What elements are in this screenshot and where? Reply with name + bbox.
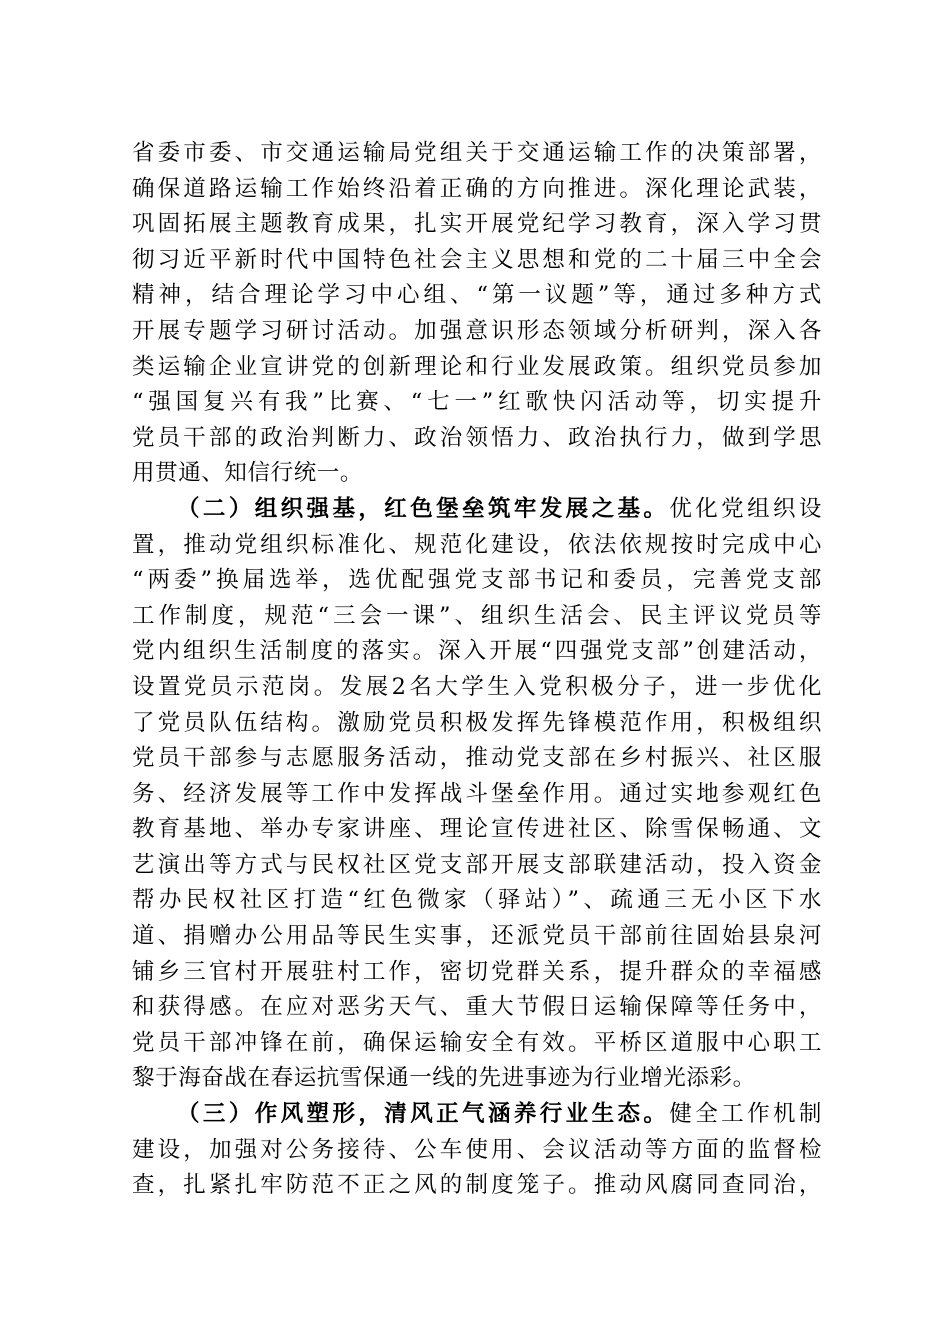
- text-line: “强国复兴有我”比赛、“七一”红歌快闪活动等，切实提升: [132, 389, 822, 416]
- text-fragment: 优化党组织设: [669, 495, 822, 522]
- text-line: 党员干部冲锋在前，确保运输安全有效。平桥区道服中心职工: [132, 1029, 822, 1056]
- section-heading: （二）组织强基，红色堡垒筑牢发展之基。: [177, 495, 670, 522]
- text-line: 精神，结合理论学习中心组、“第一议题”等，通过多种方式: [132, 282, 822, 309]
- text-line: 省委市委、市交通运输局党组关于交通运输工作的决策部署，: [132, 140, 822, 166]
- text-line: 道、捐赠办公用品等民生实事，还派党员干部前往固始县泉河: [132, 923, 822, 950]
- text-line: 党员干部的政治判断力、政治领悟力、政治执行力，做到学思: [132, 424, 822, 451]
- text-line: 巩固拓展主题教育成果，扎实开展党纪学习教育，深入学习贯: [132, 211, 822, 238]
- document-body: [132, 136, 822, 1204]
- text-line: 用贯通、知信行统一。: [132, 460, 364, 487]
- text-line: 黎于海奋战在春运抗雪保通一线的先进事迹为行业增光添彩。: [132, 1065, 756, 1092]
- text-line: 建设，加强对公务接待、公车使用、会议活动等方面的监督检: [132, 1136, 822, 1163]
- text-line: 类运输企业宣讲党的创新理论和行业发展政策。组织党员参加: [132, 353, 822, 380]
- text-line: 帮办民权社区打造“红色微家（驿站）”、疏通三无小区下水: [132, 887, 822, 914]
- text-line: 查，扎紧扎牢防范不正之风的制度笼子。推动风腐同查同治，: [132, 1172, 822, 1199]
- paragraph-first-line: [132, 492, 822, 528]
- text-line: 党员干部参与志愿服务活动，推动党支部在乡村振兴、社区服: [132, 745, 822, 772]
- text-line: 确保道路运输工作始终沿着正确的方向推进。深化理论武装，: [132, 175, 822, 202]
- section-heading: （三）作风塑形，清风正气涵养行业生态。: [177, 1101, 670, 1128]
- text-fragment: 健全工作机制: [669, 1101, 822, 1128]
- text-line: “两委”换届选举，选优配强党支部书记和委员，完善党支部: [132, 567, 822, 594]
- text-line: 开展专题学习研讨活动。加强意识形态领域分析研判，深入各: [132, 317, 822, 344]
- text-line: 党内组织生活制度的落实。深入开展“四强党支部”创建活动，: [132, 638, 822, 665]
- paragraph-theory: [132, 136, 822, 492]
- text-line: 艺演出等方式与民权社区党支部开展支部联建活动，投入资金: [132, 851, 822, 878]
- text-line: 教育基地、举办专家讲座、理论宣传进社区、除雪保畅通、文: [132, 816, 822, 843]
- text-line: 设置党员示范岗。发展2名大学生入党积极分子，进一步优化: [132, 673, 822, 700]
- text-line: 铺乡三官村开展驻村工作，密切党群关系，提升群众的幸福感: [132, 958, 822, 985]
- text-line: 工作制度，规范“三会一课”、组织生活会、民主评议党员等: [132, 602, 822, 629]
- text-line: 了党员队伍结构。激励党员积极发挥先锋模范作用，积极组织: [132, 709, 822, 736]
- text-line: 置，推动党组织标准化、规范化建设，依法依规按时完成中心: [132, 531, 822, 558]
- paragraph-conduct: [132, 1097, 822, 1204]
- text-line: 和获得感。在应对恶劣天气、重大节假日运输保障等任务中，: [132, 994, 822, 1021]
- text-line: 彻习近平新时代中国特色社会主义思想和党的二十届三中全会: [132, 246, 822, 273]
- paragraph-organization: [132, 492, 822, 1097]
- paragraph-first-line: [132, 1097, 822, 1133]
- text-line: 务、经济发展等工作中发挥战斗堡垒作用。通过实地参观红色: [132, 780, 822, 807]
